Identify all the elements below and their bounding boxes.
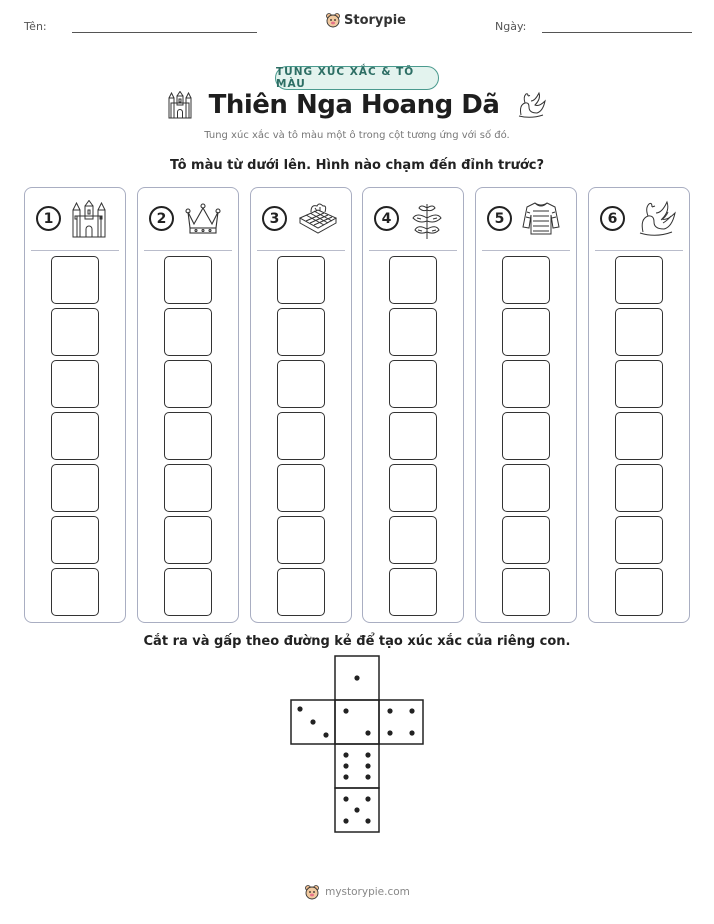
- pip: [343, 763, 348, 768]
- pip: [365, 730, 370, 735]
- column-number: 4: [374, 206, 399, 231]
- pip: [343, 796, 348, 801]
- dice-face-lower: [335, 744, 379, 788]
- pip: [365, 752, 370, 757]
- footer: [0, 884, 714, 900]
- dice-face-center: [335, 700, 379, 744]
- pip: [409, 708, 414, 713]
- dice-face-right: [379, 700, 423, 744]
- bear-mascot-icon: [304, 884, 320, 900]
- pip: [409, 730, 414, 735]
- column-number: 5: [487, 206, 512, 231]
- pip: [310, 719, 315, 724]
- date-label: Ngày:: [495, 20, 527, 33]
- pip: [343, 774, 348, 779]
- pip: [365, 763, 370, 768]
- name-label: Tên:: [24, 20, 47, 33]
- column-number: 2: [149, 206, 174, 231]
- subtitle: Tung xúc xắc và tô màu một ô trong cột tương ứng với số đó.: [204, 130, 510, 141]
- pip: [365, 796, 370, 801]
- footer-url: mystorypie.com: [325, 886, 410, 898]
- brand-name: Storypie: [344, 12, 406, 28]
- pip: [343, 818, 348, 823]
- column-number: 3: [262, 206, 287, 231]
- pip: [365, 818, 370, 823]
- cut-instruction: Cắt ra và gấp theo đường kẻ để tạo xúc xắc của riêng con.: [143, 634, 571, 649]
- activity-tag: TUNG XÚC XẮC & TÔ MÀU: [275, 66, 439, 90]
- pip: [387, 708, 392, 713]
- pip: [365, 774, 370, 779]
- column-number: 1: [36, 206, 61, 231]
- pip: [354, 675, 359, 680]
- pip: [323, 732, 328, 737]
- pip: [343, 708, 348, 713]
- pip: [354, 807, 359, 812]
- instruction: Tô màu từ dưới lên. Hình nào chạm đến đỉnh trước?: [169, 158, 545, 173]
- pip: [387, 730, 392, 735]
- column-number: 6: [600, 206, 625, 231]
- pip: [297, 706, 302, 711]
- pip: [343, 752, 348, 757]
- page-title: Thiên Nga Hoang Dã: [208, 90, 500, 120]
